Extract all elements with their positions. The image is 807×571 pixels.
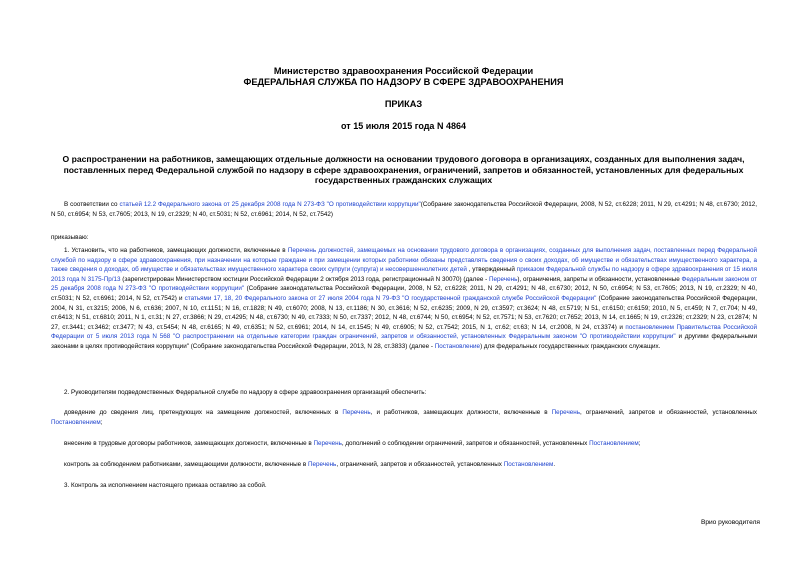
text-run: внесение в трудовые договоры работников, замещающих должности, включенные в <box>64 440 314 447</box>
federal-law-273-link[interactable]: Федеральным законом от 25 декабря 2008 года N 273-ФЗ "О противодействии коррупции" <box>51 275 757 293</box>
list-link[interactable]: Перечень <box>307 461 337 468</box>
law-79-articles-link[interactable]: статьями 17, 18, 20 Федерального закона от 27 июля 2004 года N 79-ФЗ "О государственной гражданской службе Российской Федерации" <box>184 294 597 302</box>
paragraph-2-item-1 <box>51 408 757 427</box>
order-3175-link[interactable]: приказом Федеральной службы по надзору в сфере здравоохранения от 15 июля 2013 года N 3175-Пр/13 <box>51 266 758 283</box>
text-run: ; <box>638 440 641 447</box>
text-run: 1. Установить, что на работников, замещающих должности, включенные в <box>64 247 288 254</box>
paragraph-1 <box>51 246 757 352</box>
paragraph-2-item-2 <box>51 439 757 449</box>
paragraph-2: 2. Руководителям подведомственных Федеральной службе по надзору в сфере здравоохранения организаций обеспечить: <box>64 389 427 396</box>
text-run: (зарегистрирован Министерством юстиции Российской Федерации 2 октября 2013 года, регистрационный N 30070) (далее - <box>120 275 489 283</box>
service-name: ФЕДЕРАЛЬНАЯ СЛУЖБА ПО НАДЗОРУ В СФЕРЕ ЗДРАВООХРАНЕНИЯ <box>243 77 564 87</box>
resolution-link[interactable]: Постановлением <box>503 461 554 468</box>
text-run: (Собрание законодательства Российской Федерации, 2008, N 52, ст.6228; 2011, N 29, ст.4291; N 48, ст.6730; 2012, N 50, ст.6954; N 53, ст.7605; 2013, N 19, ст.2329; N 40, ст.5031; N 52, ст.6961; 2014, N 52, ст.7542) <box>51 201 758 218</box>
list-link[interactable]: Перечень <box>488 275 518 283</box>
text-run: доведение до сведения лиц, претендующих на замещение должностей, включенных в <box>64 409 343 416</box>
text-run: и другими федеральными законами в целях противодействия коррупции" (Собрание законодательства Российской Федерации, 2013, N 28, ст.3833) (далее - <box>51 333 757 350</box>
text-run: , ограничений, запретов и обязанностей, установленных <box>580 409 757 416</box>
signature-title: Врио руководителя <box>700 519 760 526</box>
text-run: , ограничений, запретов и обязанностей, установленных <box>336 461 504 468</box>
text-run: ) для федеральных государственных гражданских служащих. <box>480 342 661 350</box>
text-run: , и работников, замещающих должности, включенные в <box>370 409 552 416</box>
text-run: , дополнений о соблюдении ограничений, запретов и обязанностей, установленных <box>341 440 590 447</box>
document-header <box>0 66 807 88</box>
resolution-568-link[interactable]: постановлением Правительства Российской Федерации от 5 июля 2013 года N 568 "О распространении на отдельные категории граждан ограничений, запретов и обязанностей, установленных Федеральным законом "О противодействии коррупции" <box>51 323 757 341</box>
text-run: . <box>553 461 556 468</box>
list-link[interactable]: Перечень <box>313 440 342 447</box>
resolution-link[interactable]: Постановление <box>434 342 481 350</box>
text-run: (Собрание законодательства Российской Федерации, 2008, N 52, ст.6228; 2011, N 29, ст.4291; N 48, ст.6730; 2012, N 50, ст.6954; N 53, ст.7605; 2013, N 19, ст.2329; N 40, ст.5031; N 52, ст.6961; 2014, N 52, ст.7542) и <box>51 285 757 302</box>
text-run: (Собрание законодательства Российской Федерации, 2004, N 31, ст.3215; 2006, N 6, ст.636; 2007, N 10, ст.1151; N 16, ст.1828; N 49, ст.6070; 2008, N 13, ст.1186; N 30, ст.3616; N 52, ст.6235; 2009, N 29, ст.3597; ст.3624; N 48, ст.5719; N 51, ст.6150; ст.6159; 2010, N 5, ст.459; N 7, ст.704; N 49, ст.6413; N 51, ст.6810; 2011, N 1, ст.31; N 27, ст.3866; N 29, ст.4295; N 48, ст.6730; N 49, ст.7333; N 50, ст.7337; 2012, N 48, ст.6744; N 50, ст.6954; N 52, ст.7571; N 53, ст.7620; ст.7652; 2013, N 14, ст.1665; N 19, ст.2326; ст.2329; N 23, ст.2874; N 27, ст.3441; ст.3462; ст.3477; N 43, ст.5454; N 48, ст.6165; N 49, ст.6351; N 52, ст.6961; 2014, N 14, ст.1545; N 49, ст.6905; N 52, ст.7542; 2015, N 1, ст.62; ст.63; N 14, ст.2008, N 24, ст.3374) и <box>51 294 757 331</box>
order-subject: О распространении на работников, замещающих отдельные должности на основании трудового договора в организациях, созданных для выполнения задач, поставленных перед Федеральной службой по надзору в сфере здравоохранения, ограничений, запретов и обязанностей, установленных для федеральных государственных гражданских служащих <box>62 154 745 186</box>
list-link[interactable]: Перечень <box>342 409 371 416</box>
text-run: контроль за соблюдением работниками, замещающими должности, включенные в <box>64 461 308 468</box>
resolution-link[interactable]: Постановлением <box>51 418 101 426</box>
ministry-name: Министерство здравоохранения Российской Федерации <box>273 66 534 76</box>
text-run: ; <box>100 418 103 426</box>
paragraph-3: 3. Контроль за исполнением настоящего приказа оставляю за собой. <box>64 482 267 489</box>
order-title: ПРИКАЗ <box>384 99 423 109</box>
positions-list-link[interactable]: Перечень должностей, замещаемых на основании трудового договора в организациях, созданных для выполнения задач, поставленных перед Федеральной службой по надзору в сфере здравоохранения, при назначении на которые граждане и при замещении которых работники обязаны представлять сведения о своих доходах, об имуществе и обязательствах имущественного характера, а также сведения о доходах, об имуществе и обязательствах имущественного характера своих супруги (супруга) и несовершеннолетних детей <box>51 247 757 274</box>
preamble-paragraph <box>51 200 757 219</box>
paragraph-2-item-3 <box>51 460 757 470</box>
text-run: В соответствии со <box>64 201 120 208</box>
resolution-link[interactable]: Постановлением <box>589 440 639 447</box>
text-run: , утвержденный <box>466 266 517 274</box>
law-273-link[interactable]: статьей 12.2 Федерального закона от 25 декабря 2008 года N 273-ФЗ "О противодействии коррупции" <box>119 201 421 208</box>
list-link[interactable]: Перечень <box>551 409 581 416</box>
text-run: ), ограничения, запреты и обязанности, установленные <box>517 275 682 283</box>
order-date: от 15 июля 2015 года N 4864 <box>341 121 466 131</box>
order-word: приказываю: <box>51 234 89 241</box>
